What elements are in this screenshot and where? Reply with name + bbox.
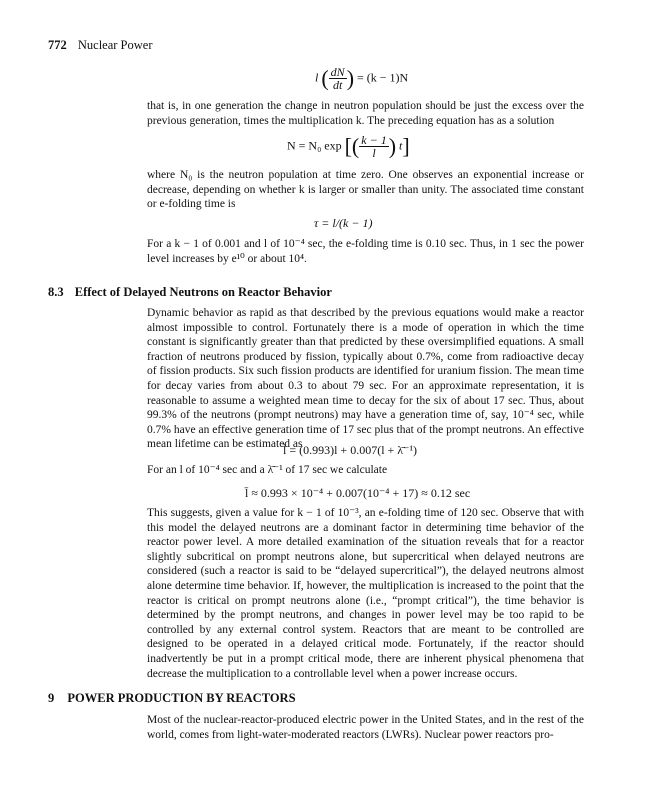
section-8-3-heading [48, 285, 332, 300]
running-header [48, 38, 153, 53]
eq1-numerator: dN [330, 65, 345, 79]
section-8-3-title: Effect of Delayed Neutrons on Reactor Behavior [74, 285, 332, 299]
section-9-title: POWER PRODUCTION BY REACTORS [67, 691, 296, 705]
eq2-numerator: k − 1 [361, 133, 387, 147]
paragraph-1: that is, in one generation the change in neutron population should be just the excess over the previous generation, times the multiplication k. The preceding equation has as a solution [147, 100, 584, 127]
equation-time-constant: τ = l/(k − 1) [314, 216, 373, 230]
eq1-denominator: dt [333, 78, 343, 92]
paragraph-3: For a k − 1 of 0.001 and l of 10⁻⁴ sec, the e-folding time is 0.10 sec. Thus, in 1 sec the power level increases by e¹⁰ or about 10⁴. [147, 238, 584, 265]
eq2-t: t [399, 138, 403, 153]
eq2-lhs: N = N₀ exp [287, 138, 342, 153]
eq2-fraction [359, 134, 388, 159]
running-title: Nuclear Power [77, 38, 153, 52]
paragraph-6: This suggests, given a value for k − 1 of 10⁻³, an e-folding time of 120 sec. Observe that with this model the delayed neutrons are a dominant factor in determining time behavior of the reactor power level. A more detailed examination of the situation reveals that for a reactor slightly subcritical on prompt neutrons alone, but supercritical when delayed neutrons are considered (such a reactor is said to be “delayed supercritical”), the delayed neutrons almost alone determine time behavior. If, however, the multiplication is increased to the point that the reactor is critical on prompt neutrons alone (i.e., “prompt critical”), the time behavior is determined by the prompt neutrons, and changes in power level may be too rapid to be controlled by any external control system. Reactors that are meant to be controlled are designed to be operated in a delayed critical mode. Fortunately, if the reactor should inadvertently be put in a prompt critical mode, there are inherent physical phenomena that decrease the multiplication to a controllable level when a power increase occurs. [147, 507, 584, 680]
paragraph-7: Most of the nuclear-reactor-produced electric power in the United States, and in the rest of the world, comes from light-water-moderated reactors (LWRs). Nuclear power reactors pro- [147, 714, 584, 741]
equation-rate: l ( $\frac{dN}{dt}$ ) = (k − 1)N [315, 65, 409, 92]
section-9-number: 9 [48, 691, 55, 705]
section-8-3-number: 8.3 [48, 285, 64, 299]
paragraph-4: Dynamic behavior as rapid as that described by the previous equations would make a reactor almost impossible to control. Fortunately there is a mode of operation in which the time constant is significantly greater than that predicted by these oversimplified equations. A small fraction of neutrons produced by fission, typically about 0.7%, come from radioactive decay of fission products. Six such fission products are identified for uranium fission. The mean time for decay varies from about 0.3 to about 79 sec. For an approximate representation, it is reasonable to assume a weighted mean time to decay for the six of about 17 sec. Thus, about 99.3% of the neutrons (prompt neutrons) may have a generation time of, say, 10⁻⁴ sec, while 0.7% have an effective generation time of 17 sec plus that of the prompt neutrons. An effective mean lifetime can be estimated as [147, 307, 584, 451]
equation-calculation: l̄ ≈ 0.993 × 10⁻⁴ + 0.007(10⁻⁴ + 17) ≈ 0.12 sec [245, 486, 471, 500]
equation-solution: N = N₀ exp [( $\frac{k - 1}{l}$ ) t] [287, 133, 410, 160]
eq1-rhs: = (k − 1)N [357, 70, 409, 85]
paragraph-2: where N₀ is the neutron population at time zero. One observes an exponential increase or decrease, depending on whether k is larger or smaller than unity. The associated time constant or e-folding time is [147, 169, 584, 211]
section-9-heading [48, 691, 296, 706]
equation-mean-lifetime: l̄ = (0.993)l + 0.007(l + λ̄⁻¹) [283, 443, 418, 457]
eq2-denominator: l [372, 146, 376, 160]
eq1-fraction [329, 66, 347, 91]
page-number: 772 [48, 38, 67, 52]
eq1-l: l [315, 70, 319, 85]
paragraph-5: For an l of 10⁻⁴ sec and a λ̄⁻¹ of 17 sec we calculate [147, 464, 388, 476]
